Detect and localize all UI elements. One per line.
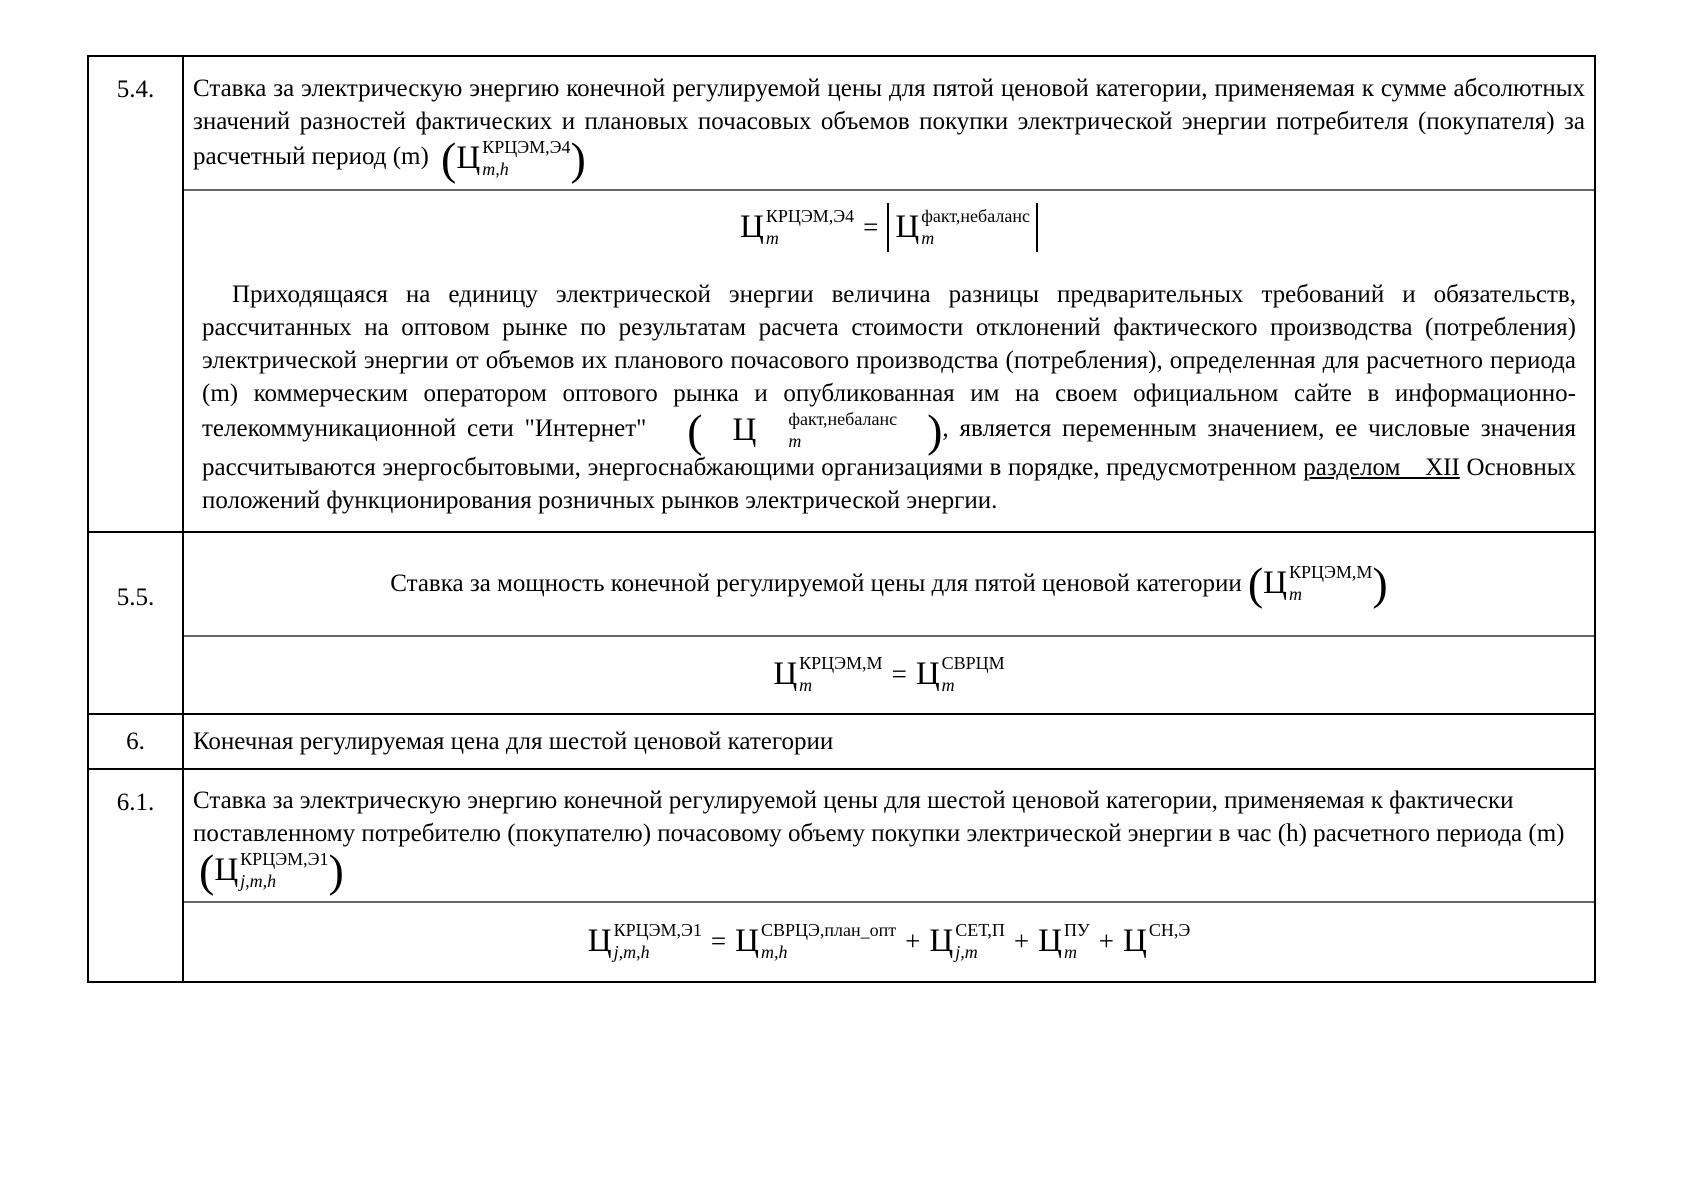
row-5-5-number: 5.5. [89, 533, 184, 713]
row-6-1-number: 6.1. [89, 770, 184, 981]
row-5-4-title-text: Ставка за электрическую энергию конечной регулируемой цены для пятой ценовой категории, применяемая к сумме абсолютных значений разностей фактических и плановых почасовых объемов покупки электрической энергии потребителя (покупателя) за расчетный период (m) [193, 75, 1585, 171]
formula-6-1-title-inline: ( Ц КРЦЭМ,Э1 j,m,h ) [199, 844, 344, 896]
row-5-5-title-text: Ставка за мощность конечной регулируемой цены для пятой ценовой категории [390, 570, 1242, 598]
table-row-6-1 [89, 770, 1594, 981]
row-6-1-title-text: Ставка за электрическую энергию конечной регулируемой цены для шестой ценовой категории, применяемая к фактически поставленному потребителю (покупателю) почасовому объему покупки электрической энергии в час (h) расчетного периода (m) [193, 786, 1565, 847]
row-6-1-formula-cell [184, 903, 1594, 981]
table-row-5-5 [89, 533, 1594, 715]
row-6-content [184, 715, 1594, 768]
paragraph-segment: Основных положений функционирования розничных рынков электрической энергии. [202, 453, 1576, 514]
row-5-4-body-cell [184, 191, 1594, 531]
paragraph-segment: , является переменным значением, ее числовые значения рассчитываются энергосбытовыми, энергоснабжающими организациями в порядке, предусмотренном [202, 414, 1576, 481]
table-row-5-4 [89, 57, 1594, 533]
row-6-title-text: Конечная регулируемая цена для шестой ценовой категории [193, 727, 834, 755]
row-5-4-content [184, 57, 1594, 531]
paragraph-segment: Приходящаяся на единицу электрической энергии величина разницы предварительных требований и обязательств, рассчитанных на оптовом рынке по результатам расчета стоимости отклонений фактического производства (потребления) электрической энергии от объемов их планового почасового производства (потребления), определенная для расчетного периода (m) коммерческим оператором оптового рынка и опубликованная им на своем официальном сайте в информационно-телекоммуникационной сети "Интернет" [202, 280, 1576, 442]
formula-5-4-main: Ц КРЦЭМ,Э4 m = Ц факт,небаланс m [193, 191, 1585, 252]
formula-5-4-paragraph-inline: ( Ц факт,небаланс m ) [687, 404, 943, 456]
formula-5-4-title-inline: ( Ц КРЦЭМ,Э4 m,h ) [441, 132, 586, 184]
row-5-5-formula-cell [184, 637, 1594, 713]
row-5-4-title-cell [184, 57, 1594, 191]
row-5-4-paragraph [202, 278, 1576, 517]
row-5-4-number: 5.4. [89, 57, 184, 531]
formula-5-5-title-inline: ( Ц КРЦЭМ,М m ) [1247, 558, 1388, 610]
row-5-5-title-cell [184, 533, 1594, 637]
table-row-6 [89, 715, 1594, 770]
formula-6-1-main: Ц КРЦЭМ,Э1 j,m,h = Ц СВРЦЭ,план_опт m,h + Ц СЕТ,П j,m + Ц ПУ m + Ц СН,Э [587, 920, 1191, 962]
row-6-title-cell [184, 715, 1594, 768]
row-6-1-content [184, 770, 1594, 981]
row-6-number: 6. [89, 715, 184, 768]
section-xii-link[interactable]: разделом XII [1303, 453, 1460, 481]
row-6-1-title-cell [184, 770, 1594, 903]
formula-5-5-main: Ц КРЦЭМ,М m = Ц СВРЦМ m [773, 653, 1005, 696]
tariff-table [87, 55, 1596, 983]
row-5-5-content [184, 533, 1594, 713]
